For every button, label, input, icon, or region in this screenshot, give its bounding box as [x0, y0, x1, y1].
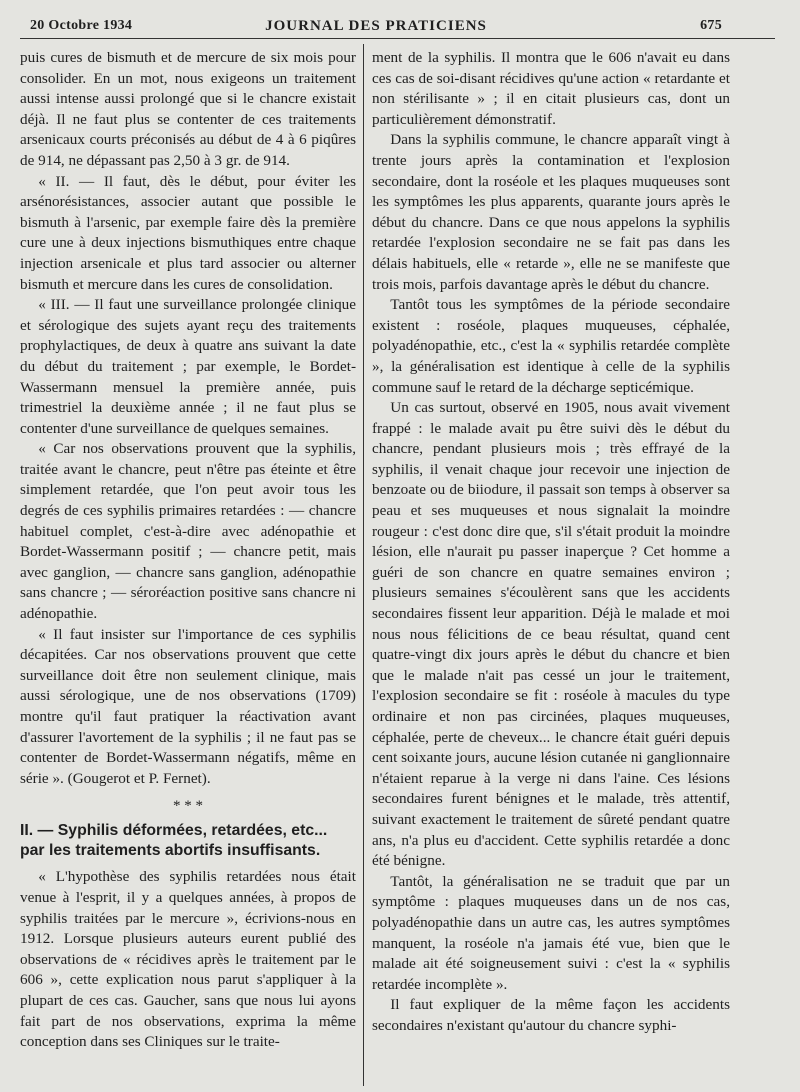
column-divider: [363, 44, 364, 1086]
header-rule: [20, 38, 775, 39]
right-paragraph-6: Il faut expliquer de la même façon les accidents secondaires n'existant qu'autour du chancre syphi-: [372, 996, 730, 1034]
left-paragraph-2: « II. — Il faut, dès le début, pour éviter les arsénorésistances, associer autant que possible le bismuth à l'arsenic, par exemple faire dès la première cure une à deux injections bismuthiques entre chaque injection arsenicale et plus tard associer ou alterner bismuth et mercure dans les cures de consolidation.: [20, 172, 356, 293]
header-date: 20 Octobre 1934: [30, 18, 133, 33]
right-paragraph-4: Un cas surtout, observé en 1905, nous avait vivement frappé : le malade avait pu être suivi dès le début du chancre, pendant plusieurs mois ; très effrayé de la syphilis, il venait chaque jour recevoir une injection de benzoate ou de biiodure, il passait son temps à observer sa peau et ses muqueuses et nous signalait la moindre rougeur : c'est donc dire que, s'il s'était produit la moindre lésion, elle n'aurait pu passer inaperçue ? Cet homme a guéri de son chancre en quatre semaines environ ; plusieurs semaines s'écoulèrent sans que les accidents secondaires fissent leur apparition. Déjà le malade et moi nous nous félicitions de ce beau résultat, quand cent quatre-vingt dix jours après le début du chancre et bien que le malade n'ait pas cessé un jour le traitement, l'explosion secondaire se fit : roséole à macules du type ordinaire et non pas circinées, plaques muqueuses, céphalée, perte de cheveux... le chancre était guéri depuis cent soixante jours, aucune lésion cutanée ni ganglionnaire n'étaient reparue à la verge ni dans l'aine. Ces lésions secondaires furent bénignes et le malade, très attentif, suivant exactement le traitement de sûreté pendant quatre ans, n'a plus eu d'accident. Cette syphilis retardée a donc été bénigne.: [372, 399, 730, 870]
left-paragraph-5: « Il faut insister sur l'importance de ces syphilis décapitées. Car nos observations prouvent que cette surveillance doit être non seulement clinique, mais aussi sérologique, une de nos observations (1709) montre qu'il faut pratiquer la réactivation avant d'assurer l'avortement de la syphilis ; il ne faut pas se contenter de Bordet-Wassermann négatifs, même en série ». (Gougerot et P. Fernet).: [20, 625, 356, 787]
header-journal-title: JOURNAL DES PRATICIENS: [265, 18, 487, 34]
right-column: [372, 48, 730, 1037]
left-paragraph-3: « III. — Il faut une surveillance prolongée clinique et sérologique des sujets ayant reçu des traitements prophylactiques, de deux à quatre ans suivant la date du début du traitement ; par exemple, le Bordet-Wassermann mensuel la première année, puis trimestriel la deuxième année ; il ne faut plus se contenter d'une surveillance de quelques semaines.: [20, 296, 356, 437]
right-paragraph-2: Dans la syphilis commune, le chancre apparaît vingt à trente jours après la contamination et l'explosion secondaire, dont la roséole et les plaques muqueuses sont les symptômes les plus apparents, quarante jours après le début du chancre. Dans ce que nous appelons la syphilis retardée l'explosion secondaire ne se fait pas dans les délais habituels, elle « retarde », elle ne se manifeste que trois mois, parfois davantage après le début du chancre.: [372, 131, 730, 293]
header-page-number: 675: [700, 18, 722, 33]
page-header: [30, 14, 722, 40]
right-paragraph-1: ment de la syphilis. Il montra que le 606 n'avait eu dans ces cas de soi-disant récidives qu'une action « retardante et non stérilisante » ; il en citait plusieurs cas, dont un particulièrement démonstratif.: [372, 49, 730, 128]
left-paragraph-6: « L'hypothèse des syphilis retardées nous était venue à l'esprit, il y a quelques années, à propos de syphilis traitées par le mercure », écrivions-nous en 1912. Lorsque plusieurs auteurs eurent publié des observations de « récidives après le traitement par le 606 », cette explication nous parut s'appliquer à la plupart de ces cas. Gaucher, sans que nous lui ayons fait part de nos observations, exprima la même conception dans ses Cliniques sur le traite-: [20, 868, 356, 1051]
section-separator-stars: * * *: [173, 798, 203, 815]
left-column: [20, 48, 356, 1053]
right-paragraph-3: Tantôt tous les symptômes de la période secondaire existent : roséole, plaques muqueuses, céphalée, polyadénopathie, etc., c'est la « syphilis retardée complète », la généralisation est identique à celle de la syphilis commune sauf le retard de la décharge septicémique.: [372, 296, 730, 396]
section-heading: II. — Syphilis déformées, retardées, etc... par les traitements abortifs insuffisants.: [20, 822, 328, 860]
left-paragraph-4: « Car nos observations prouvent que la syphilis, traitée avant le chancre, peut n'être pas éteinte et être simplement retardée, que l'on peut avoir tous les degrés de ces syphilis primaires retardées : — chancre habituel complet, c'est-à-dire avec adénopathie et Bordet-Wassermann positif ; — chancre petit, mais avec ganglion, — chancre sans ganglion, adénopathie sans chancre ; — séroréaction positive sans chancre ni adénopathie.: [20, 440, 356, 623]
left-paragraph-1: puis cures de bismuth et de mercure de six mois pour consolider. En un mot, nous exigeons un traitement aussi intense aussi prolongé que si le chancre existait déjà. Il ne faut plus se contenter de ces traitements arsenicaux courts préconisés au début de 4 à 6 piqûres de 914, ne dépassant pas 2,50 à 3 gr. de 914.: [20, 49, 356, 169]
right-paragraph-5: Tantôt, la généralisation ne se traduit que par un symptôme : plaques muqueuses dans un de nos cas, polyadénopathie dans un autre cas, les autres symptômes manquent, la roséole n'a jamais été vue, bien que le malade ait été soigneusement suivi : c'est la « syphilis retardée incomplète ».: [372, 872, 730, 993]
